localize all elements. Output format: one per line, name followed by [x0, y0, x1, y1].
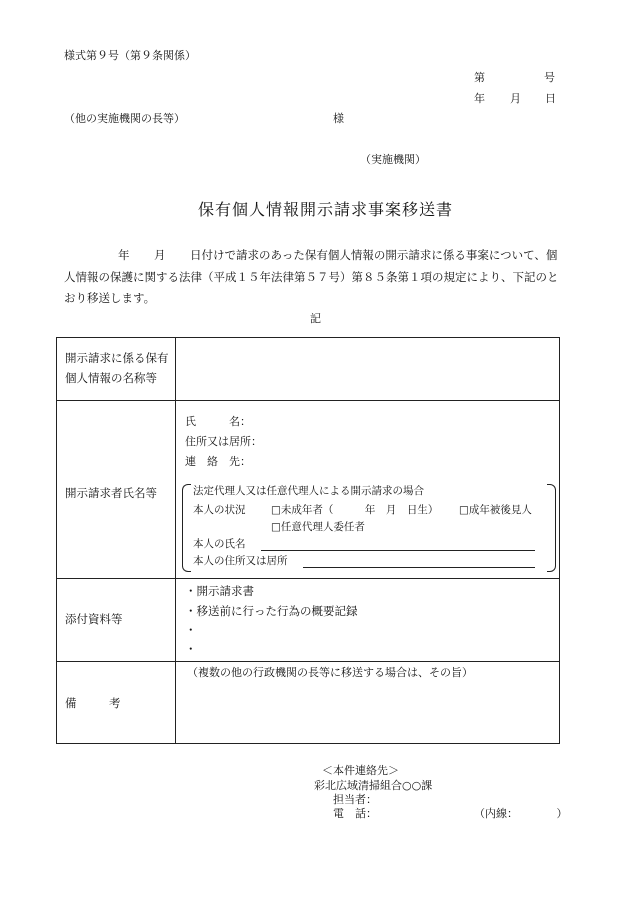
- requester-info-field[interactable]: [257, 412, 547, 472]
- option-proxy-principal[interactable]: □任意代理人委任者: [271, 521, 365, 533]
- bracket-left: [182, 484, 191, 572]
- principal-name-label: 本人の氏名: [193, 538, 246, 550]
- row-divider-1: [57, 400, 559, 401]
- attachment-item[interactable]: ・: [185, 642, 197, 656]
- principal-address-input-line[interactable]: [303, 567, 535, 568]
- remarks-label-b: 考: [109, 696, 121, 710]
- contact-phone-label: 電 話：: [333, 807, 377, 820]
- details-table: [56, 337, 560, 744]
- addressee: （他の実施機関の長等）: [64, 112, 185, 125]
- row-divider-2: [57, 578, 559, 579]
- remarks-note: （複数の他の行政機関の長等に移送する場合は、その旨）: [187, 666, 473, 679]
- principal-status-label: 本人の状況: [193, 504, 246, 516]
- option-adult-ward[interactable]: □成年被後見人: [459, 504, 532, 516]
- principal-name-input-line[interactable]: [261, 550, 535, 551]
- body-line3: おり移送します。: [64, 291, 156, 305]
- requester-address-label: 住所又は居所：: [185, 435, 262, 448]
- contact-person-label: 担当者：: [333, 793, 377, 806]
- info-name-field[interactable]: [176, 338, 560, 400]
- contact-org: 彩北広域清掃組合○○課: [314, 779, 433, 792]
- body-line2: 人情報の保護に関する法律（平成１５年法律第５７号）第８５条第１項の規定により、下記のと: [64, 270, 559, 284]
- body-line1: 日付けで請求のあった保有個人情報の開示請求に係る事案について、個: [190, 248, 558, 262]
- document-title: 保有個人情報開示請求事案移送書: [198, 200, 454, 219]
- attachments-label: 添付資料等: [65, 612, 123, 626]
- date-day: 日: [545, 92, 556, 105]
- ki-mark: 記: [310, 312, 321, 325]
- sender: （実施機関）: [360, 153, 426, 166]
- form-number: 様式第９号（第９条関係）: [64, 49, 196, 62]
- body-year: 年: [118, 248, 130, 262]
- row-divider-3: [57, 661, 559, 662]
- attachment-item: ・開示請求書: [185, 584, 254, 598]
- requester-name-label: 氏 名：: [185, 415, 251, 428]
- attachment-item: ・移送前に行った行為の概要記録: [185, 604, 358, 618]
- requester-contact-label: 連 絡 先：: [185, 455, 251, 468]
- contact-extension: （内線： ）: [474, 807, 568, 820]
- doc-number-prefix: 第: [474, 71, 485, 84]
- principal-address-label: 本人の住所又は居所: [193, 555, 288, 567]
- remarks-label-a: 備: [65, 696, 77, 710]
- requester-label: 開示請求者氏名等: [65, 486, 157, 500]
- bracket-right: [547, 484, 556, 572]
- body-month: 月: [154, 248, 166, 262]
- proxy-heading: 法定代理人又は任意代理人による開示請求の場合: [193, 485, 424, 497]
- date-month: 月: [510, 92, 521, 105]
- attachment-item[interactable]: ・: [185, 623, 197, 637]
- doc-number-suffix: 号: [544, 71, 555, 84]
- remarks-field[interactable]: [176, 684, 560, 744]
- option-minor[interactable]: □未成年者（ 年 月 日生）: [271, 504, 439, 516]
- row1-label: 開示請求に係る保有 個人情報の名称等: [65, 351, 169, 385]
- honorific: 様: [333, 112, 344, 125]
- contact-heading: ＜本件連絡先＞: [322, 764, 399, 777]
- date-year: 年: [474, 92, 485, 105]
